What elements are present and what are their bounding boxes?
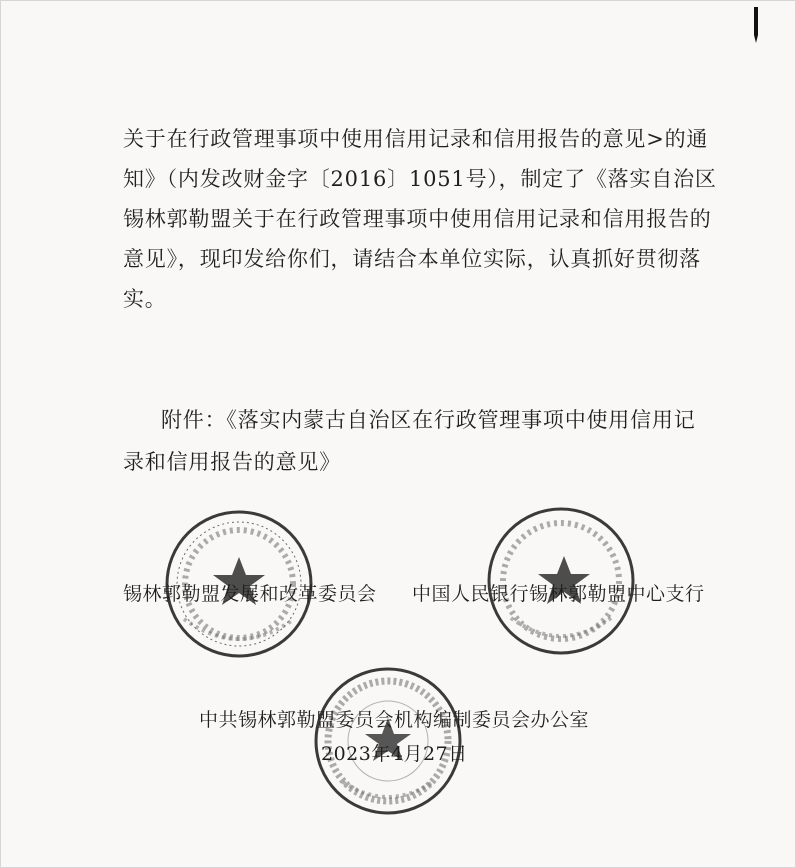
body-line-2: 知》（内发改财金字〔2016〕1051号），制定了《落实自治区 (123, 167, 717, 191)
corner-mark (753, 7, 759, 43)
attachment-line-1: 附件：《落实内蒙古自治区在行政管理事项中使用信用记 (161, 408, 696, 432)
body-line-1: 关于在行政管理事项中使用信用记录和信用报告的意见>的通 (123, 127, 709, 151)
signature-right: 中国人民银行锡林郭勒盟中心支行 (412, 583, 705, 605)
document-date: 2023年4月27日 (321, 743, 468, 765)
body-line-4: 意见》，现印发给你们，请结合本单位实际，认真抓好贯彻落 (123, 247, 702, 271)
signature-bottom: 中共锡林郭勒盟委员会机构编制委员会办公室 (199, 709, 590, 731)
signature-left: 锡林郭勒盟发展和改革委员会 (123, 583, 377, 605)
attachment-line-2: 录和信用报告的意见》 (123, 450, 341, 474)
body-line-5: 实。 (123, 287, 167, 311)
body-line-3: 锡林郭勒盟关于在行政管理事项中使用信用记录和信用报告的 (123, 207, 712, 231)
